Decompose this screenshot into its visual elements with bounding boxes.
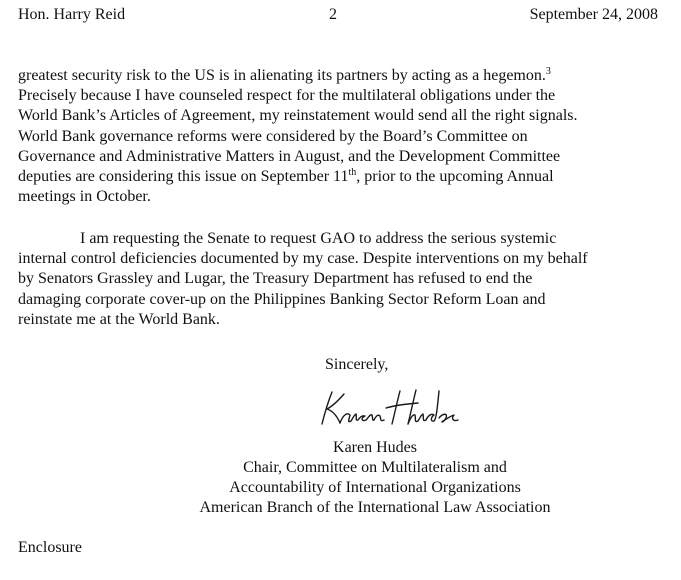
paragraph-line: World Bank governance reforms were considered by the Board’s Committee on	[18, 127, 528, 145]
paragraph-line: meetings in October.	[18, 188, 151, 206]
body-paragraph-2	[18, 229, 658, 330]
body-paragraph-1	[18, 66, 658, 207]
signer-title-line: American Branch of the International Law Association	[199, 499, 551, 516]
signer-title	[170, 458, 580, 518]
signer-name: Karen Hudes	[333, 439, 417, 456]
header-recipient: Hon. Harry Reid	[18, 6, 126, 23]
closing-salutation: Sincerely,	[325, 356, 389, 373]
paragraph-line: I am requesting the Senate to request GAO to address the serious systemic	[80, 230, 557, 247]
signer-title-line: Chair, Committee on Multilateralism and	[243, 459, 507, 476]
ordinal-suffix: th	[348, 167, 357, 179]
paragraph-line: damaging corporate cover-up on the Philippines Banking Sector Reform Loan and	[18, 290, 546, 308]
header-date: September 24, 2008	[529, 6, 658, 23]
paragraph-line: World Bank’s Articles of Agreement, my reinstatement would send all the right signals.	[18, 107, 578, 125]
paragraph-line: Precisely because I have counseled respect for the multilateral obligations under the	[18, 87, 556, 105]
handwritten-signature	[318, 388, 463, 428]
paragraph-line: reinstate me at the World Bank.	[18, 310, 220, 328]
paragraph-line: deputies are considering this issue on September 11th, prior to the upcoming Annual	[18, 167, 554, 186]
paragraph-line: greatest security risk to the US is in alienating its partners by acting as a hegemon.$^3$	[18, 66, 551, 84]
footnote-reference: 3	[545, 66, 551, 77]
signer-title-line: Accountability of International Organizations	[229, 479, 521, 496]
paragraph-line: by Senators Grassley and Lugar, the Treasury Department has refused to end the	[18, 270, 533, 288]
page-header	[18, 6, 658, 28]
paragraph-line: Governance and Administrative Matters in August, and the Development Committee	[18, 147, 561, 165]
enclosure-note: Enclosure	[18, 539, 82, 556]
paragraph-line: internal control deficiencies documented by my case. Despite interventions on my behalf	[18, 250, 588, 268]
header-page-number: 2	[329, 6, 337, 23]
